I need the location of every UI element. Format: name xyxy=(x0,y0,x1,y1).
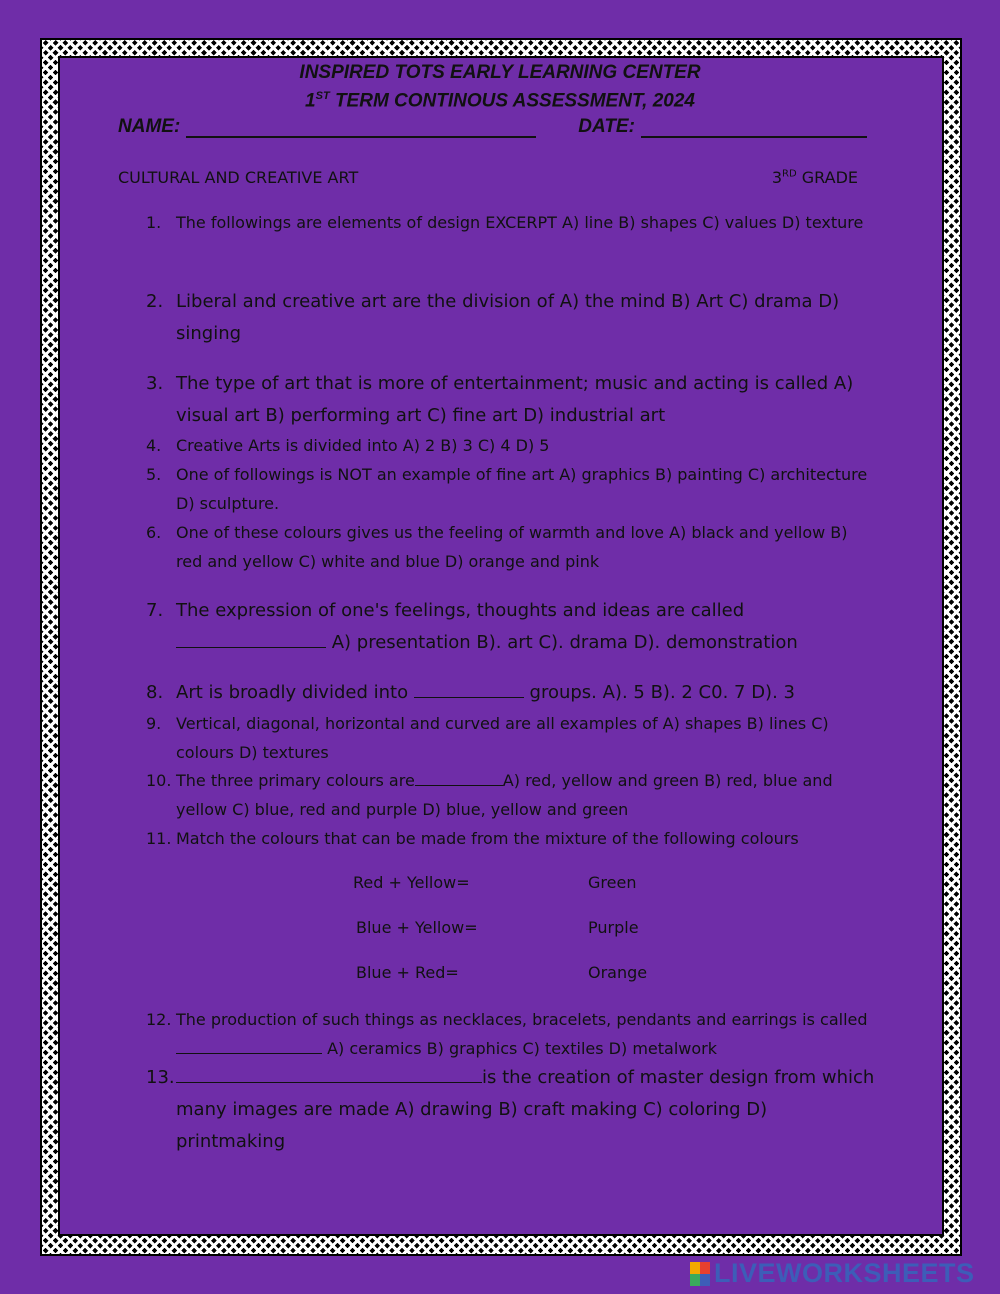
answer-blank[interactable] xyxy=(176,1065,482,1083)
answer-blank[interactable] xyxy=(176,1036,322,1054)
question-10 xyxy=(146,766,876,824)
question-8 xyxy=(146,677,876,709)
question-number: 4. xyxy=(146,436,162,455)
grade-label: 3RD GRADE xyxy=(771,168,858,187)
logo-text: LIVEWORKSHEETS xyxy=(714,1258,975,1288)
question-6 xyxy=(146,518,876,576)
question-text: Liberal and creative art are the division of A) the mind B) Art C) drama D) singing xyxy=(176,291,840,344)
question-text: One of these colours gives us the feeling of warmth and love A) black and yellow B) red and yellow C) white and blue D) orange and pink xyxy=(176,523,848,571)
question-1 xyxy=(146,208,876,237)
subject-row xyxy=(118,168,858,187)
question-9 xyxy=(146,709,876,767)
question-number: 13. xyxy=(146,1067,175,1088)
liveworksheets-logo xyxy=(690,1258,975,1289)
question-5 xyxy=(146,460,876,518)
question-12 xyxy=(146,1005,876,1063)
question-11 xyxy=(146,824,876,853)
question-text: The expression of one's feelings, thoughts and ideas are called A) presentation B). art C). drama D). demonstration xyxy=(176,600,798,653)
logo-block xyxy=(700,1262,710,1274)
match-right-item[interactable]: Orange xyxy=(588,963,648,982)
match-right-item[interactable]: Purple xyxy=(588,918,639,937)
logo-block xyxy=(690,1274,700,1286)
question-number: 11. xyxy=(146,829,172,848)
date-field[interactable] xyxy=(641,116,867,138)
question-text: The type of art that is more of entertainment; music and acting is called A) visual art B) performing art C) fine art D) industrial art xyxy=(176,373,854,426)
question-13 xyxy=(146,1062,876,1158)
question-number: 1. xyxy=(146,213,162,232)
match-left-item[interactable]: Blue + Yellow= xyxy=(356,918,478,937)
question-text: is the creation of master design from which many images are made A) drawing B) craft making C) coloring D) printmaking xyxy=(176,1067,875,1152)
question-text: Creative Arts is divided into A) 2 B) 3 C) 4 D) 5 xyxy=(176,436,550,455)
question-7 xyxy=(146,595,876,659)
answer-blank[interactable] xyxy=(414,680,524,698)
logo-blocks-icon xyxy=(690,1262,710,1286)
name-date-row xyxy=(118,116,878,138)
question-text: Vertical, diagonal, horizontal and curved are all examples of A) shapes B) lines C) colours D) textures xyxy=(176,714,829,762)
question-number: 7. xyxy=(146,600,164,621)
question-text: The three primary colours are A) red, yellow and green B) red, blue and yellow C) blue, red and purple D) blue, yellow and green xyxy=(176,766,876,824)
question-number: 2. xyxy=(146,291,164,312)
question-number: 6. xyxy=(146,523,162,542)
match-left-item[interactable]: Red + Yellow= xyxy=(353,873,470,892)
date-label: DATE: xyxy=(578,116,635,137)
question-text: The followings are elements of design EXCERPT A) line B) shapes C) values D) texture xyxy=(176,213,864,232)
question-text: The production of such things as necklaces, bracelets, pendants and earrings is called A) ceramics B) graphics C) textiles D) metalwork xyxy=(176,1010,868,1058)
question-number: 3. xyxy=(146,373,164,394)
logo-block xyxy=(690,1262,700,1274)
question-number: 8. xyxy=(146,682,164,703)
question-text: One of followings is NOT an example of fine art A) graphics B) painting C) architecture D) sculpture. xyxy=(176,465,868,513)
assessment-title: 1ST TERM CONTINOUS ASSESSMENT, 2024 xyxy=(305,90,695,112)
question-number: 9. xyxy=(146,714,162,733)
question-text: Match the colours that can be made from the mixture of the following colours xyxy=(176,829,799,848)
question-2 xyxy=(146,286,876,350)
match-left-item[interactable]: Blue + Red= xyxy=(356,963,459,982)
question-4 xyxy=(146,431,876,460)
answer-blank[interactable] xyxy=(176,630,326,648)
school-name: INSPIRED TOTS EARLY LEARNING CENTER xyxy=(299,62,701,83)
subject-title: CULTURAL AND CREATIVE ART xyxy=(118,168,359,187)
logo-block xyxy=(700,1274,710,1286)
question-text: Art is broadly divided into groups. A). 5 B). 2 C0. 7 D). 3 xyxy=(176,682,795,703)
name-field[interactable] xyxy=(186,116,536,138)
answer-blank[interactable] xyxy=(415,768,503,786)
question-number: 10. xyxy=(146,771,172,790)
question-number: 5. xyxy=(146,465,162,484)
name-label: NAME: xyxy=(118,116,181,137)
question-number: 12. xyxy=(146,1010,172,1029)
match-right-item[interactable]: Green xyxy=(588,873,637,892)
question-3 xyxy=(146,368,876,432)
